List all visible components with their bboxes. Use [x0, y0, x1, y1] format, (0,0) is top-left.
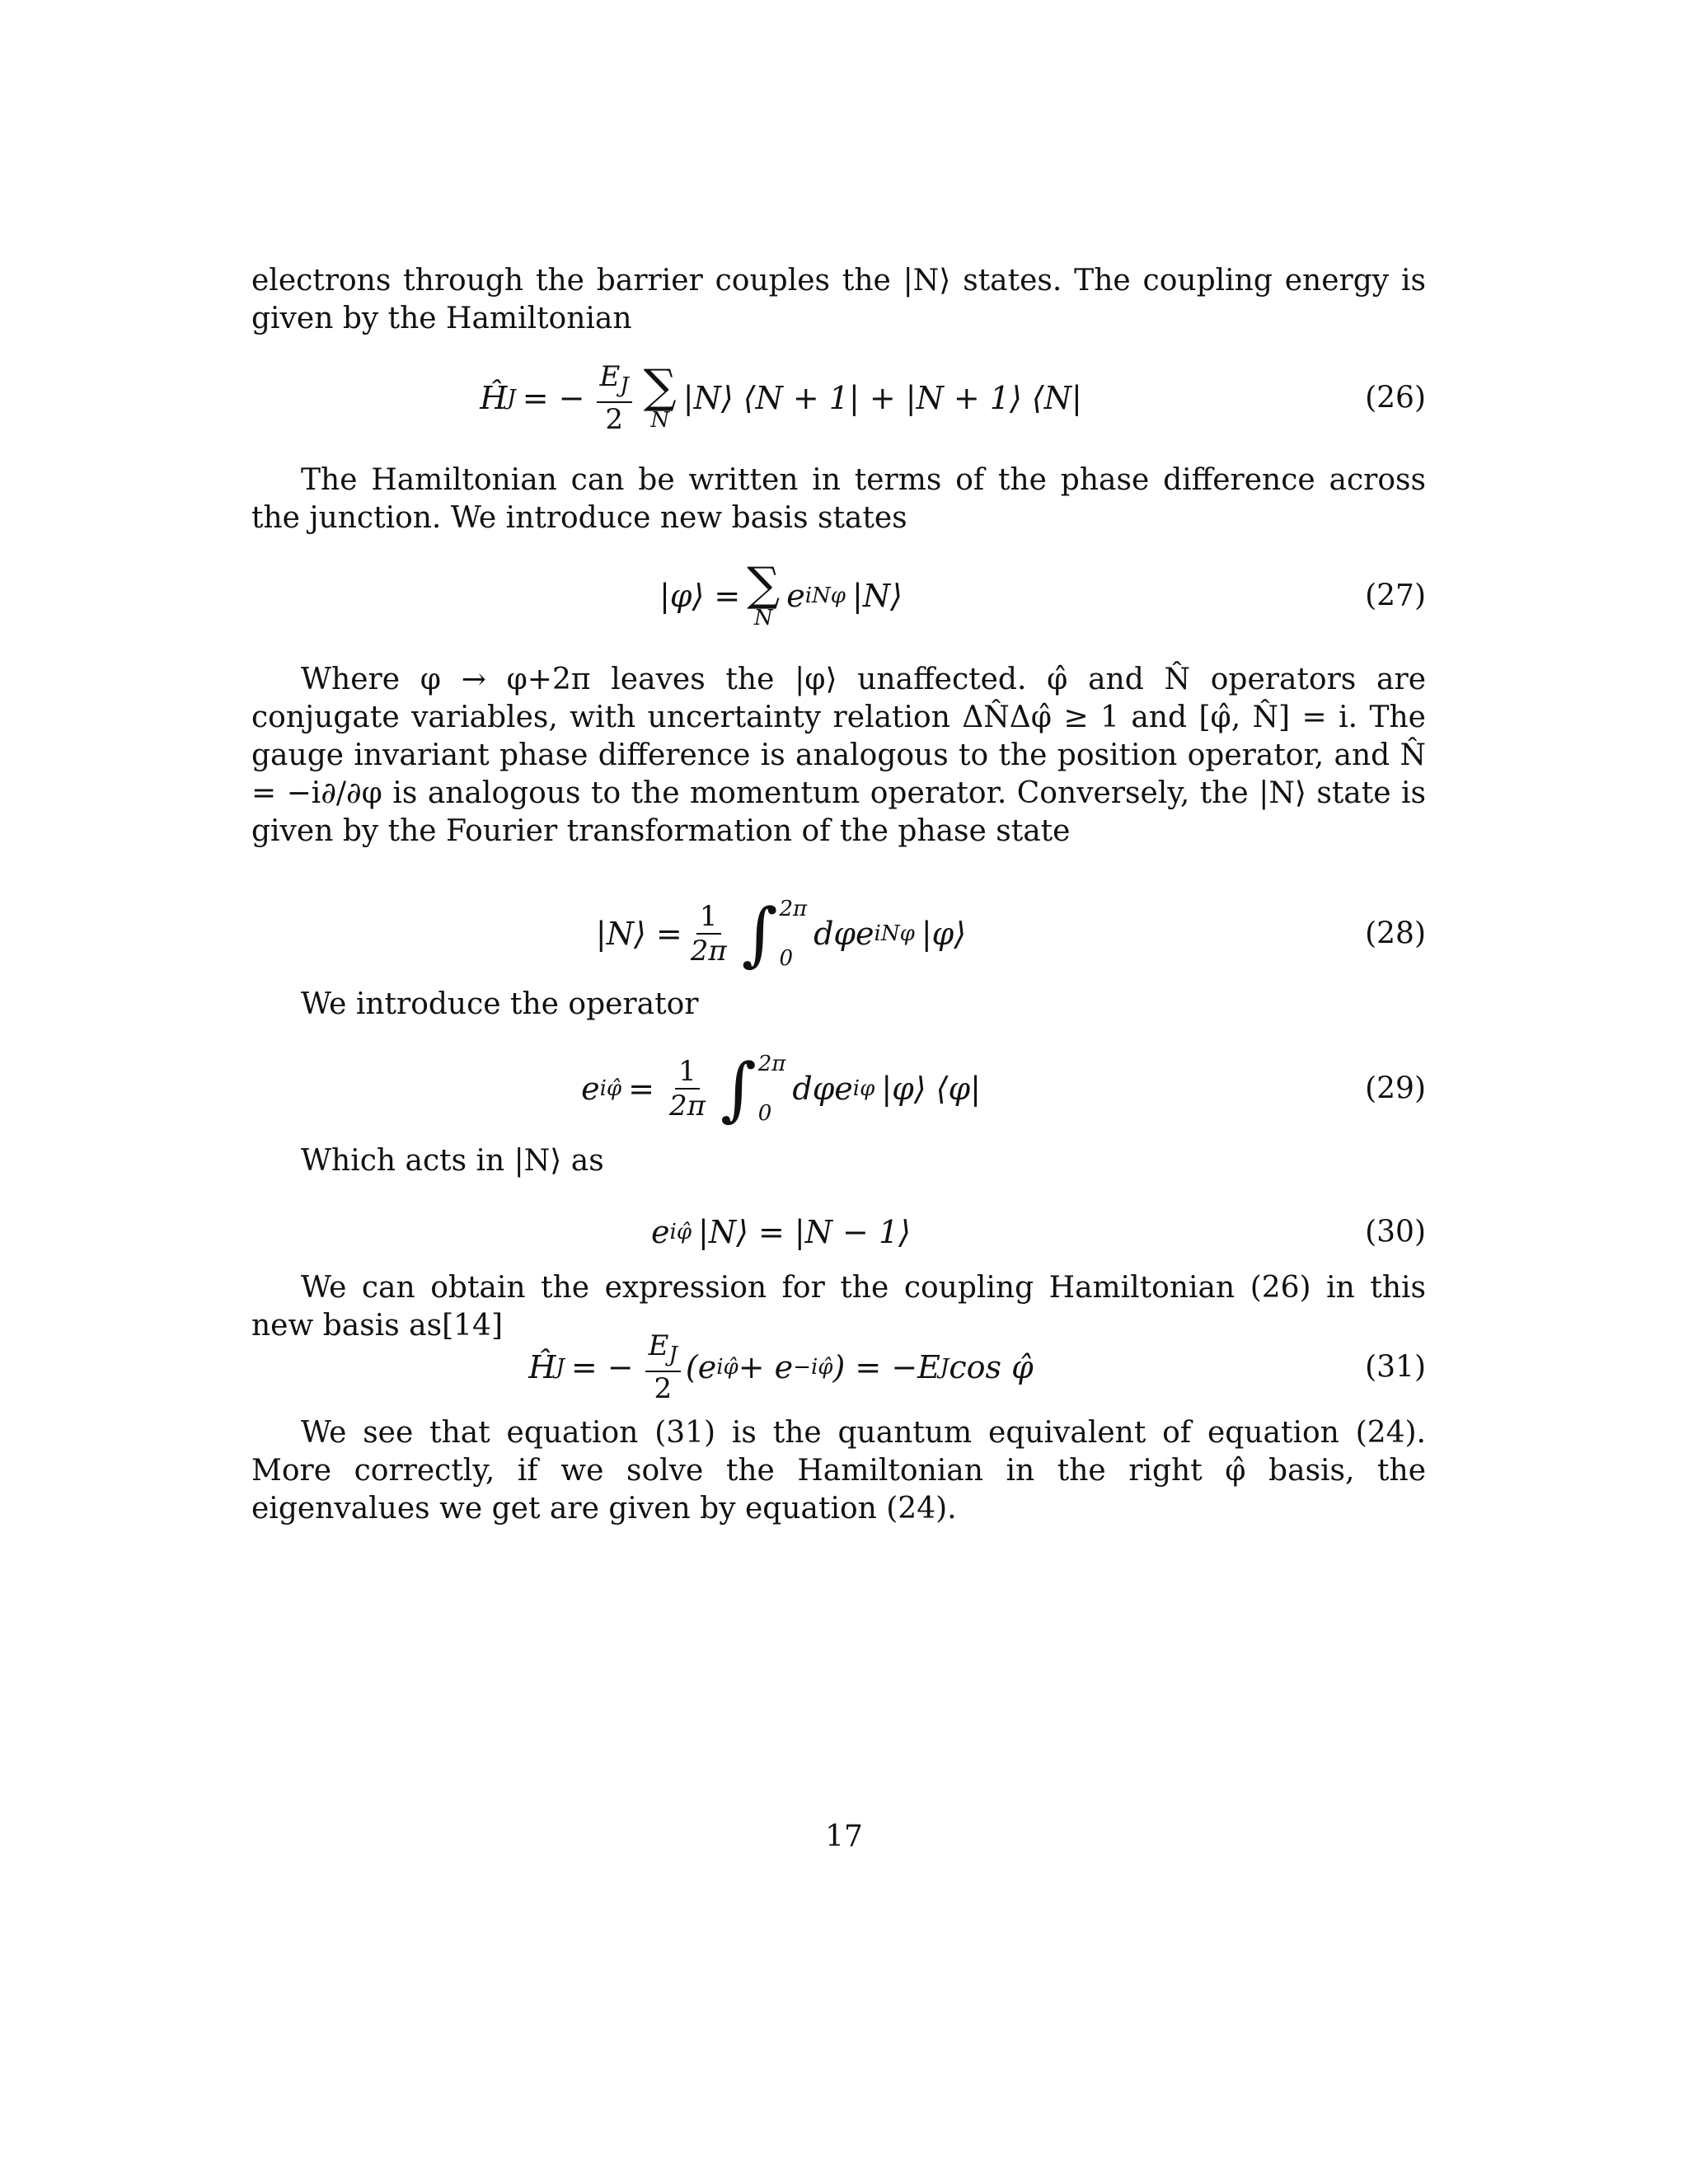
equation-28: |N⟩ = $\frac{1}{2\pi}$ ∫ 2π 0 dφe iNφ |φ⟩ (28): [595, 893, 1426, 974]
paragraph-acts-in: Which acts in |N⟩ as: [301, 1144, 604, 1178]
paragraph-quantum-equivalent: We see that equation (31) is the quantum equivalent of equation (24). More correctly, if we solve the Hamiltonian in the right φ̂ basis, the eigenvalues we get are given by equation (24).: [251, 1416, 1426, 1526]
fraction-ej-over-2: $\frac{E_J}{2}$: [645, 1329, 681, 1406]
equation-29: e iφ̂ = $\frac{1}{2\pi}$ ∫ 2π 0 dφe iφ |φ⟩ ⟨φ| (29): [581, 1048, 1426, 1129]
equation-number: (29): [1365, 1071, 1426, 1106]
paragraph-introduce-operator: We introduce the operator: [301, 987, 699, 1021]
paragraph-coupling-intro: electrons through the barrier couples the |N⟩ states. The coupling energy is given by the Hamiltonian: [251, 264, 1426, 335]
equation-27: |φ⟩ = ∑ N e iNφ |N⟩ (27): [659, 558, 1426, 630]
equation-30: e iφ̂ |N⟩ = |N − 1⟩ (30): [651, 1214, 1426, 1250]
paragraph-conjugate-variables: Where φ → φ+2π leaves the |φ⟩ unaffected. φ̂ and N̂ operators are conjugate variables, with uncertainty relation ΔN̂Δφ̂ ≥ 1 and [φ̂, N̂] = i. The gauge invariant phase difference is analogous to the position operator, and N̂ = −i∂/∂φ is analogous to the momentum operator. Conversely, the |N⟩ state is given by the Fourier transformation of the phase state: [251, 663, 1426, 848]
fraction-one-over-two-pi: $\frac{1}{2\pi}$: [668, 1055, 706, 1122]
equation-number: (28): [1365, 916, 1426, 951]
equation-number: (26): [1365, 381, 1426, 415]
equation-number: (27): [1365, 579, 1426, 613]
equation-31: Ĥ J = − $\frac{E_J}{2}$ (e iφ̂ + e −iφ̂ ) = −E J cos φ̂ (31): [528, 1329, 1426, 1406]
integral-symbol: ∫ 2π 0: [741, 893, 808, 974]
equation-26: Ĥ J = − $\frac{E_J}{2}$ ∑ N |N⟩ ⟨N + 1| + |N + 1⟩ ⟨N| (26): [480, 359, 1426, 437]
fraction-ej-over-2: $\frac{E_J}{2}$: [597, 360, 632, 437]
integral-symbol: ∫ 2π 0: [720, 1048, 786, 1129]
equation-number: (31): [1365, 1350, 1426, 1385]
summation-symbol: ∑ N: [747, 558, 781, 630]
paragraph-phase-basis: The Hamiltonian can be written in terms of the phase difference across the junction. We introduce new basis states: [251, 463, 1426, 535]
page-number: 17: [825, 1820, 863, 1854]
fraction-one-over-two-pi: $\frac{1}{2\pi}$: [690, 900, 727, 968]
paragraph-coupling-expression: We can obtain the expression for the coupling Hamiltonian (26) in this new basis as[14]: [251, 1271, 1426, 1343]
equation-number: (30): [1365, 1215, 1426, 1249]
summation-symbol: ∑ N: [643, 360, 677, 433]
